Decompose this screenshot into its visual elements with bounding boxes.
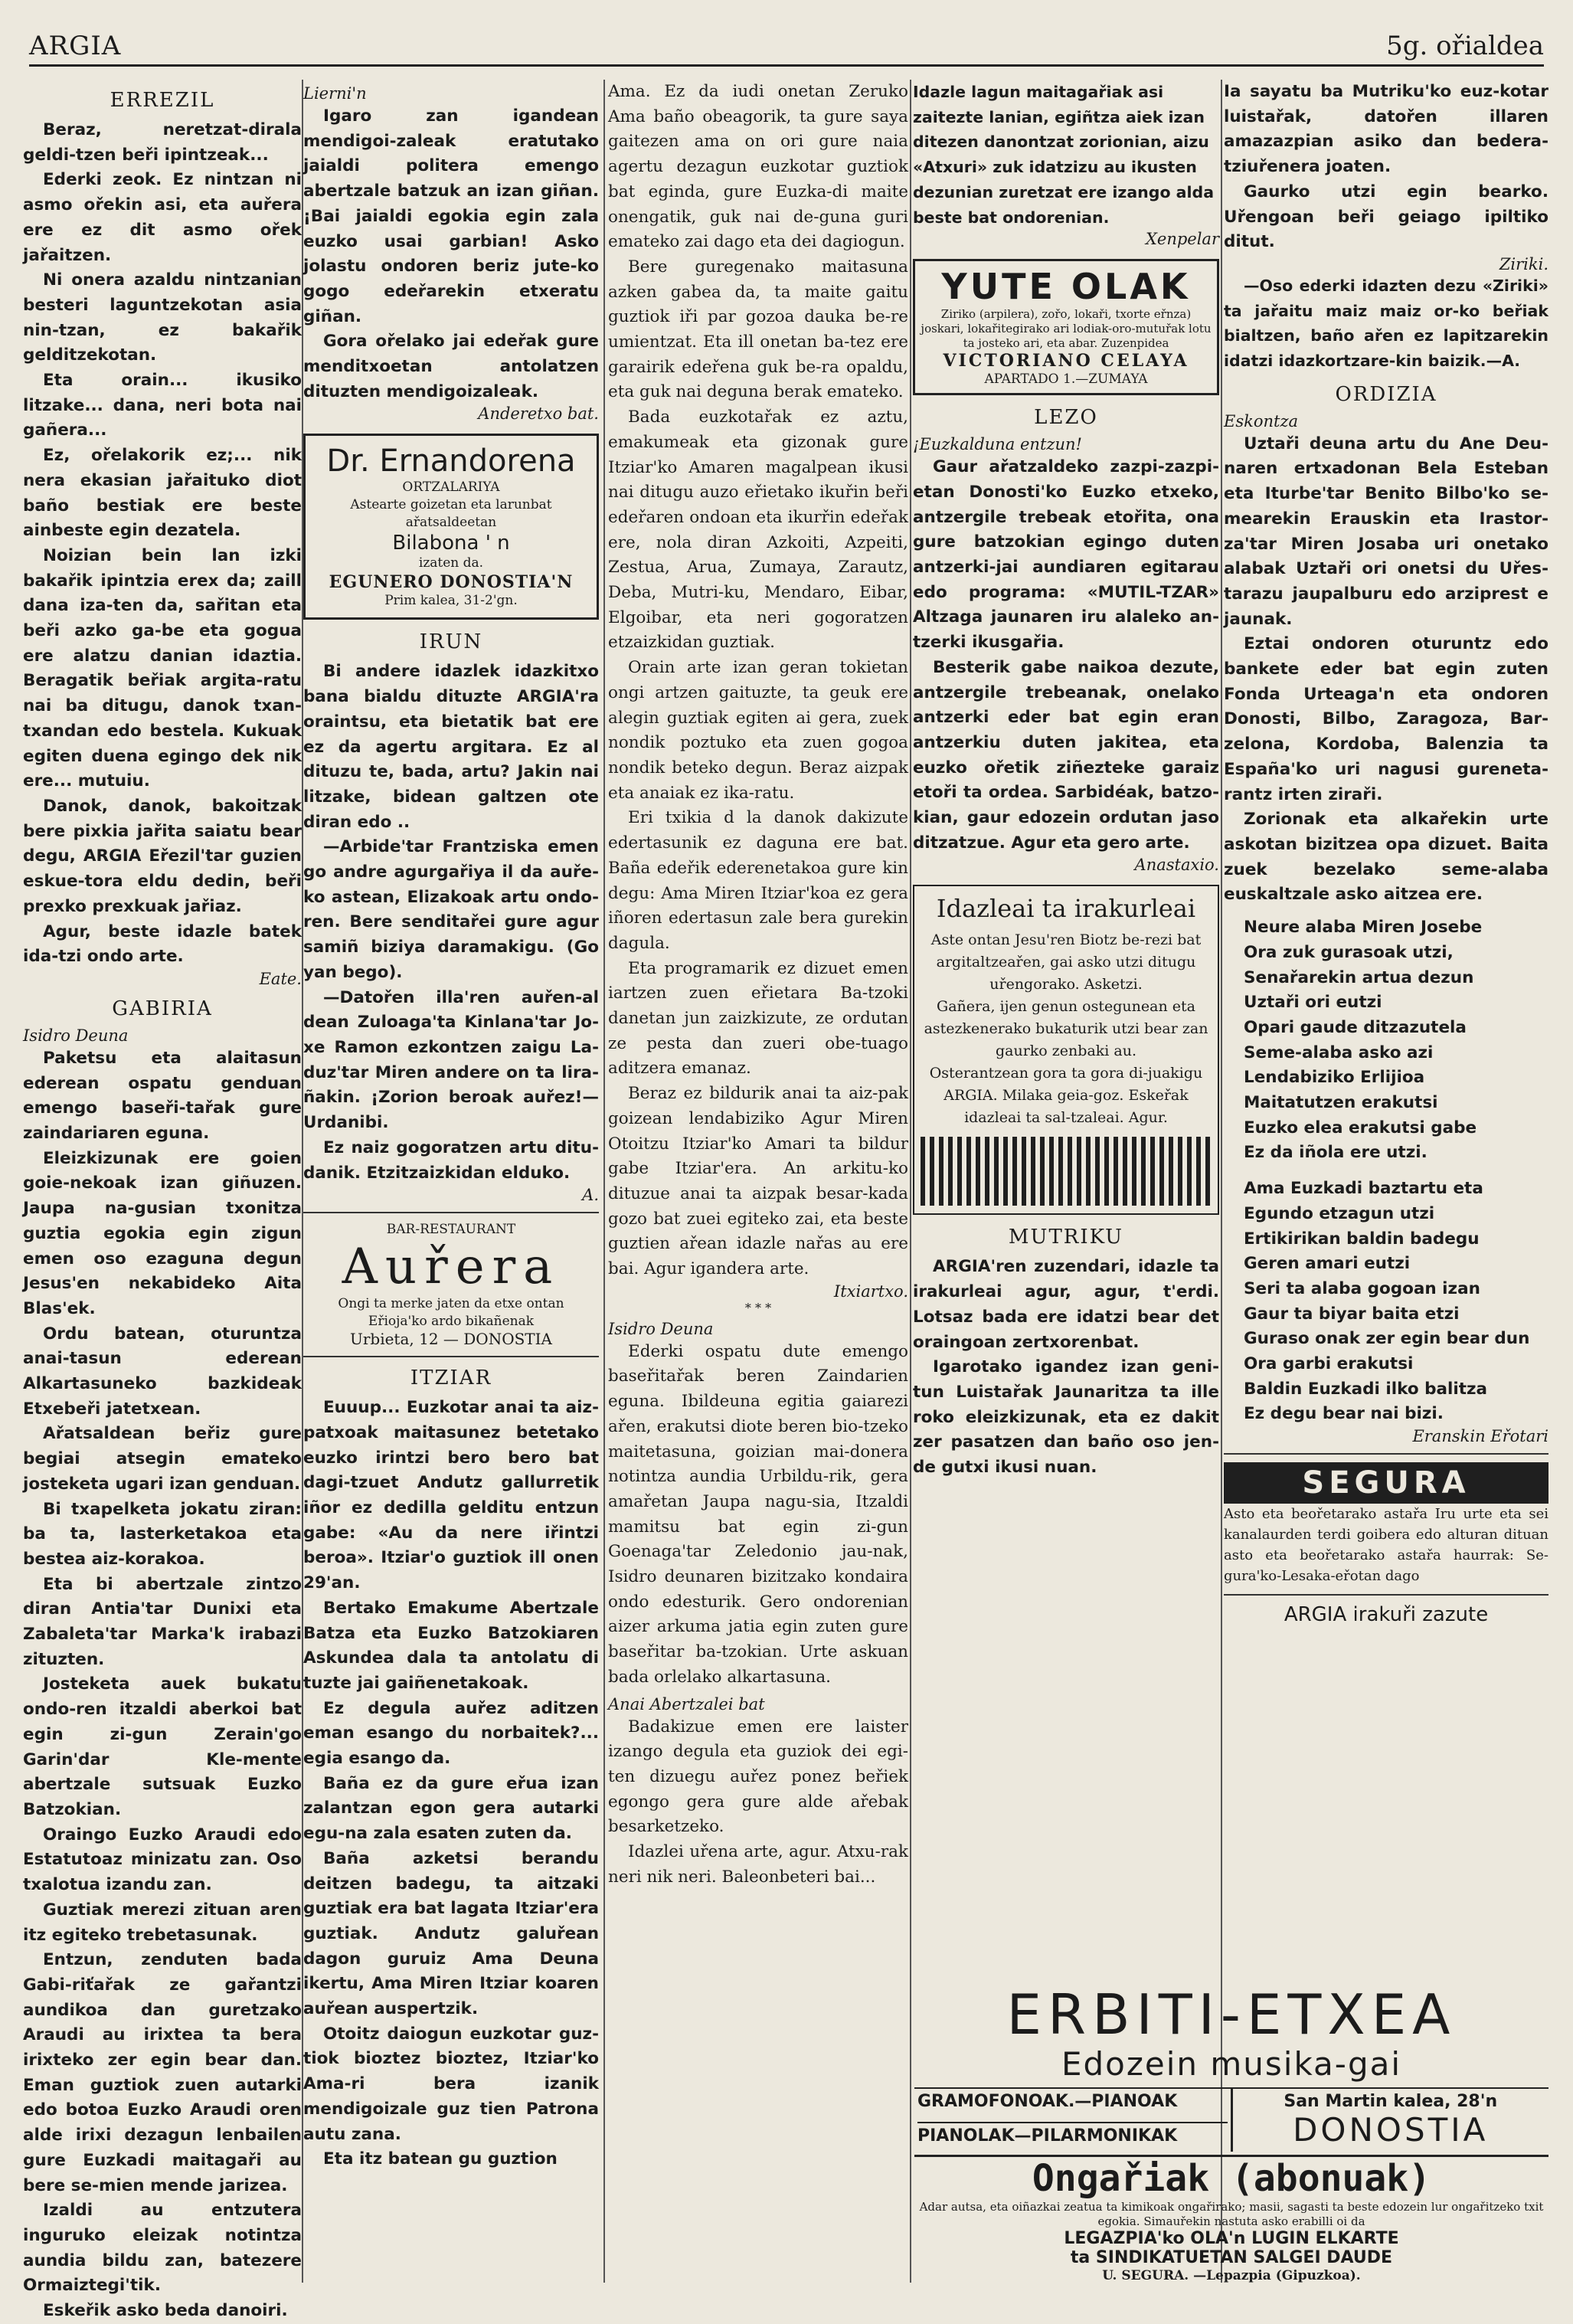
column-5 <box>1224 80 1548 1961</box>
column-4 <box>913 80 1219 2283</box>
paragraph: —Datořen illa'ren auřen-al dean Zuloaga'ta Kinlana'tar Jo-xe Ramon ezkontzen zaigu La-duz'tar Miren andere on ta lira-ñakin. ¡Zorion beroak auřez!—Urdanibi. <box>303 987 599 1133</box>
doctor-name: Dr. Ernandorena <box>326 444 576 480</box>
restaurant-name: Auřera <box>342 1239 561 1296</box>
advert-products: GRAMOFONOAK.—PIANOAK <box>917 2092 1178 2111</box>
advert-contact: U. SEGURA. —Lepazpia (Gipuzkoa). <box>1102 2268 1361 2283</box>
subheading: Eskontza <box>1224 411 1299 430</box>
signature: A. <box>582 1186 599 1205</box>
signature: Anastaxio. <box>1134 856 1219 875</box>
paragraph: Josteketa auek bukatu ondo-ren itzaldi aberkoi bat egin zi-gun Zerain'go Garin'dar Kle-mente abertzale sutsuak Euzko Batzokian. <box>23 1674 302 1819</box>
segura-advert-text: Asto eta beořetarako astařa Iru urte eta sei kanalaurden terdi goibera edo alturan dituan asto eta beořetarako astařa haurrak: Se-gura'ko-Lesaka-eřotan dago <box>1224 1506 1548 1585</box>
argia-slogan: ARGIA irakuři zazute <box>1284 1603 1489 1627</box>
advert-cell <box>914 2089 1233 2152</box>
poem-line: Ora zuk gurasoak utzi, <box>1244 942 1454 962</box>
paragraph: Orain arte izan geran tokietan ongi artzen gaituzte, ta geuk ere alegin guztiak egiten ai gera, zuek nondik poztuko eta zuen gogoa nondik beteko degun. Beraz aizpak eta anaiak ez ika-ratu. <box>608 658 908 803</box>
paragraph: Igarotako igandez izan geni-tun Luistařak Jaunaritza ta ille roko eleizkizunak, eta ez dakit zer pasatzen dan baño oso jen-de gutxi ikusi nuan. <box>913 1357 1219 1478</box>
subheading: Isidro Deuna <box>23 1026 129 1045</box>
signature: Eranskin Eřotari <box>1412 1427 1548 1446</box>
paragraph: Ez degula auřez aditzen eman esango du norbaitek?... egia esango da. <box>303 1698 599 1769</box>
restaurant-advert <box>303 1221 599 1348</box>
poem-line: Senařarekin artua dezun <box>1244 967 1474 987</box>
paragraph: ARGIA'ren zuzendari, idazle ta irakurleai agur, agur, t'erdi. Lotsaz bada ere idatzi bear det oraingoan zertxorenbat. <box>913 1257 1219 1352</box>
column-divider <box>603 80 605 2283</box>
poem-line: Ertikirikan baldin badegu <box>1244 1229 1480 1249</box>
notice-box <box>913 885 1219 1215</box>
column-2 <box>303 80 599 2283</box>
section-title-gabiria: GABIRIA <box>112 997 213 1020</box>
column-1 <box>23 80 302 2321</box>
paragraph: Ederki zeok. Ez nintzan ni asmo ořekin asi, eta auřera ere ez dit asmo ořek jařaitzen. <box>23 170 302 265</box>
page-header <box>29 31 1544 67</box>
advert-title: ERBITI-ETXEA <box>1006 1982 1457 2047</box>
section-title-lezo: LEZO <box>1034 406 1098 430</box>
page-number: 5g. ořialdea <box>1386 31 1544 61</box>
advert-products: PIANOLAK—PILARMONIKAK <box>917 2122 1228 2146</box>
doctor-address: Prim kalea, 31-2'gn. <box>384 593 518 609</box>
paragraph: Igaro zan igandean mendigoi-zaleak eratutako jaialdi politera emengo abertzale batzuk an izan giñan. ¡Bai jaialdi egokia egin zala euzko usai garbian! Asko jolastu ondoren beriz jute-ko gogo edeřarekin etxeratu giñan. <box>303 106 599 326</box>
doctor-town: Bilabona ' n <box>392 532 510 555</box>
advert-name: VICTORIANO CELAYA <box>943 351 1189 372</box>
poem-line: Seme-alaba asko azi <box>1244 1043 1434 1062</box>
paragraph: Bi txapelketa jokatu ziran: ba ta, lasterketakoa eta bestea aiz-korakoa. <box>23 1499 302 1569</box>
paragraph: Aste ontan Jesu'ren Biotz be-rezi bat argitaltzeařen, gai asko utzi ditugu uřengorako. Asketzi. <box>930 931 1202 993</box>
paragraph: Eskeřik asko beda danoiri. <box>43 2301 288 2321</box>
advert-cell <box>1233 2089 1549 2152</box>
paragraph: Eztai ondoren oturuntz edo bankete eder bat egin zuten Fonda Urteaga'n eta ondoren Donosti, Bilbo, Zaragoza, Bar-zelona, Kordoba, Balenzia ta España'ko uri nagusi gureneta-rantz irten ziraři. <box>1224 634 1548 804</box>
section-title-errezil: ERREZIL <box>110 89 215 112</box>
poem-line: Neure alaba Miren Josebe <box>1244 918 1483 938</box>
paragraph: Bada euzkotařak ez aztu, emakumeak eta gizonak gure Itziar'ko Amaren magalpean ikusi nai ditugu auzo eřietako ikuřin beři edeřaren ondoan eta ikurřin edeřak ere, nola diran Azkoiti, Azpeiti, Zestua, Arua, Zumaya, Zarautz, Deba, Mutri-ku, Mendaro, Eibar, Elgoibar, eta neri gogoratzen etzaizkidan guztiak. <box>608 408 908 653</box>
paragraph: Eleizkizunak ere goien goie-nekoak izan giñuzen. Jaupa na-gusian txonitza guztia egokia egin zigun emen oso ezaguna degun Jesus'en nekabideko Aita Blas'ek. <box>23 1148 302 1318</box>
erbiti-advert <box>914 1984 1548 2283</box>
paragraph: Eta itz batean gu guztion <box>323 2149 558 2169</box>
paragraph: Uztaři deuna artu du Ane Deu-naren ertxadonan Bela Esteban eta Iturbe'tar Benito Bilbo'ko se-mearekin Erauskin eta Irastor-za'tar Miren Josaba uri onetako alabak Uztaři ori onetsi du Uřes-tarazu jaupalburu edo arziprest e jaunak. <box>1224 434 1548 629</box>
paragraph: Agur, beste idazle batek ida-tzi ondo arte. <box>23 921 302 967</box>
paragraph: Ordu batean, oturuntza anai-tasun ederean Alkartasuneko bazkideak Etxebeři jatetxean. <box>23 1324 302 1419</box>
paragraph: —Oso ederki idazten dezu «Ziriki» ta jařaitu maiz maiz or-ko beřiak bialtzen, baño ařen ez lapitzarekin idatzi idazkortzare-kin baizik.—A. <box>1224 276 1548 371</box>
doctor-daily: EGUNERO DONOSTIA'N <box>329 572 574 593</box>
subheading: ¡Euzkalduna entzun! <box>913 435 1082 454</box>
poem-line: Uztaři ori eutzi <box>1244 993 1382 1013</box>
subheading: Anai Abertzalei bat <box>608 1694 765 1714</box>
paragraph: Baña ez da gure eřua izan zalantzan egon gera autarki egu-na zala esaten zuten da. <box>303 1773 599 1844</box>
poem-line: Euzko elea erakutsi gabe <box>1244 1118 1477 1137</box>
advert-line: ta SINDIKATUETAN SALGEI DAUDE <box>1070 2248 1393 2267</box>
paragraph: Danok, danok, bakoitzak bere pixkia jařita saiatu bear degu, ARGIA Eřezil'tar guzien eskue-tora eldu dedin, beři prexko prexkuak jařiaz. <box>23 796 302 916</box>
poem-line: Baldin Euzkadi ilko balitza <box>1244 1379 1488 1399</box>
paragraph: Idazle lagun maitagařiak asi zaitezte lanian, egiñtza aiek izan ditezen danontzat zorionian, aizu «Atxuri» zuk idatzizu au ikusten dezunian zuretzat ere izango alda beste bat ondorenian. <box>913 83 1215 227</box>
paragraph: Gañera, ijen genun ostegunean eta astezkenerako bukaturik utzi bear zan gaurko zenbaki au. <box>924 998 1208 1060</box>
poem-line: Seri ta alaba gogoan izan <box>1244 1278 1480 1298</box>
paragraph: Ez, ořelakorik ez;... nik nera ekasian jařaituko diot baño bestiak ere beste ainbeste egin dezatela. <box>23 446 302 541</box>
paragraph: Beraz, neretzat-dirala geldi-tzen beři ipintzeak... <box>23 120 302 165</box>
newspaper-title: ARGIA <box>29 31 122 61</box>
paragraph: Badakizue emen ere laister izango degula eta guziok dei egi-ten dizuegu auřez ponez beřiek egongo gera gure alde ařebak besarketzeko. <box>608 1717 908 1837</box>
doctor-advert <box>303 434 599 620</box>
column-3 <box>608 80 908 2283</box>
poem-line: Opari gaude ditzazutela <box>1244 1017 1467 1037</box>
paragraph: Otoitz daiogun euzkotar guz-tiok bioztez bioztez, Itziar'ko Ama-ri bera izanik mendigoizale guz tien Patrona autu zana. <box>303 2024 599 2144</box>
poem-line: Guraso onak zer egin bear dun <box>1244 1329 1530 1349</box>
paragraph: Entzun, zenduten bada Gabi-riťařak ze gařantzi aundikoa dan guretzako Araudi au irixtea ta bera irixteko zer egin bear dan. Eman guztiok zuen autarki edo botoa Euzko Araudi oren alde irixi dezagun lenbailen gure Euzkadi maitagaři au bere se-mien mende jarizea. <box>23 1950 302 2195</box>
paragraph: Ia sayatu ba Mutriku'ko euz-kotar luistařak, datořen illaren amazazpian asiko dan bedera-tziuřenera joaten. <box>1224 82 1548 177</box>
paragraph: Izaldi au entzutera inguruko eleizak notintza aundia bildu zan, batezere Ormaiztegi'tik. <box>23 2201 302 2296</box>
column-divider <box>910 80 911 2283</box>
paragraph: Gaur ařatzaldeko zazpi-zazpi-etan Donosti'ko Euzko etxeko, antzergile trebeak etořita, ona gure batzokian egingo duten antzerki-jai aundiaren egitarau edo programa: «MUTIL-TZAR» Altzaga jaunaren iru alaleko an-tzerki ikusgařia. <box>913 457 1219 653</box>
paragraph: Osterantzean gora ta gora di-juakigu ARGIA. Milaka geia-goz. Eskeřak idazleai ta sal-tzaleai. Agur. <box>929 1065 1203 1127</box>
paragraph: Bertako Emakume Abertzale Batza eta Euzko Batzokiaren Askundea dala ta antolatu di tuzte jai gaiñenetakoak. <box>303 1598 599 1693</box>
poem-line: Lendabiziko Erlijioa <box>1244 1068 1425 1088</box>
paragraph: Ez naiz gogoratzen artu ditu-danik. Etzitzaizkidan elduko. <box>303 1137 599 1183</box>
subheading: Lierni'n <box>303 84 367 103</box>
paragraph: Eta programarik ez dizuet emen iartzen zuen eřietara Ba-tzoki danetan jun zaizkizute, ze ordutan ze pesta dan zueri obe-tuago aditzera emanaz. <box>608 958 908 1079</box>
doctor-hours: Astearte goizetan eta larunbat ařatsaldeetan <box>350 497 552 531</box>
advert-subtitle: Ongařiak (abonuak) <box>914 2155 1548 2200</box>
paragraph: Paketsu eta alaitasun ederean ospatu genduan emengo baseři-tařak gure zaindariaren eguna. <box>23 1048 302 1144</box>
section-title-mutriku: MUTRIKU <box>1008 1226 1124 1249</box>
paragraph: Eta orain... ikusiko litzake... dana, neri bota nai gañera... <box>23 371 302 440</box>
poem-line: Geren amari eutzi <box>1244 1254 1411 1274</box>
column-divider <box>1221 80 1222 2283</box>
section-title-itziar: ITZIAR <box>410 1367 492 1390</box>
yute-advert <box>913 259 1219 395</box>
poem <box>1224 915 1548 1427</box>
paragraph: Gora ořelako jai edeřak gure menditxoetan antolatzen dituzten mendigoizaleak. <box>303 332 599 401</box>
advert-address: San Martin kalea, 28'n <box>1284 2092 1498 2111</box>
paragraph: Ni onera azaldu nintzanian besteri laguntzekotan asia nin-tzan, ez bakařik gelditzekotan. <box>23 270 302 365</box>
section-title-ordizia: ORDIZIA <box>1335 382 1437 406</box>
signature: Eate. <box>259 969 302 988</box>
paragraph: Baña azketsi berandu deitzen badegu, ta aitzaki guztiak era bat lagata Itziar'era guztiak. Andutz galuřean dagon guruiz Ama Deuna ikertu, Ama Miren Itziar koaren auřean auspertzik. <box>303 1848 599 2019</box>
poem-line: Ez da iñola ere utzi. <box>1244 1143 1427 1163</box>
doctor-hours-end: izaten da. <box>418 555 484 571</box>
advert-table <box>914 2087 1548 2152</box>
advert-city: DONOSTIA <box>1293 2111 1489 2149</box>
segura-advert-title: SEGURA <box>1224 1462 1548 1504</box>
advert-description: Adar autsa, eta oiñazkai zeatua ta kimikoak ongařirako; masii, sagasti ta beste edozein lur ongařitzeko txit egokia. Simauřekin nastuta asko erabilli oi da <box>919 2200 1544 2228</box>
poem-line: Maitatutzen erakutsi <box>1244 1093 1438 1113</box>
paragraph: Bi andere idazlek idazkitxo bana bialdu dituzte ARGIA'ra oraintsu, eta bietatik bat ere ez da agertu argitara. Ez al dituzu te, bada, artu? Jakin nai litzake, bidean galtzen ote diran edo .. <box>303 662 599 832</box>
advert-text: Ziriko (arpilera), zořo, lokaři, txorte eřnza) joskari, lokařitegirako ari lodiak-oro-mutuřak lotu ta josteko ari, eta abar. Zuzenpidea <box>921 307 1212 351</box>
paragraph: Besterik gabe naikoa dezute, antzergile trebeanak, onelako antzerki eder bat egin eran antzerkiu duten jakitea, eta euzko ořetik ziñezteke garaiz etoři ta ordea. Sarbidéak, batzo-kian, gaur edozein ordutan jaso ditzatzue. Agur eta gero arte. <box>913 657 1219 853</box>
doctor-title: ORTZALARIYA <box>402 480 500 496</box>
poem-line: Egundo etzagun utzi <box>1244 1203 1435 1223</box>
paragraph: Ařatsaldean beřiz gure begiai atsegin emateko josteketa ugari izan genduan. <box>23 1424 302 1494</box>
subheading: Isidro Deuna <box>608 1319 714 1338</box>
advert-address: APARTADO 1.—ZUMAYA <box>984 372 1148 388</box>
paragraph: Zorionak eta alkařekin urte askotan bizitzea opa dizuet. Baita zuek bezelako seme-alaba euskaltzale asko aitzea ere. <box>1224 810 1548 905</box>
signature: Itxiartxo. <box>833 1281 908 1301</box>
paragraph: Beraz ez bildurik anai ta aiz-pak goizean lendabiziko Agur Miren Otoitzu Itziar'ko Amari ta bildur gabe Itziar'era. An arkitu-ko dituzue anai ta aizpak besar-kada gozo bat zuei egiteko zai, eta beste guztien ařean idazle nařas au ere bai. Agur igandera arte. <box>608 1084 908 1279</box>
paragraph: Eta bi abertzale zintzo diran Antia'tar Dunixi eta Zabaleta'tar Marka'k irabazi zituzten. <box>23 1574 302 1669</box>
poem-line: Ama Euzkadi baztartu eta <box>1244 1179 1483 1199</box>
restaurant-line: Ongi ta merke jaten da etxe ontan <box>338 1296 564 1312</box>
restaurant-address: Urbieta, 12 — DONOSTIA <box>349 1330 552 1349</box>
paragraph: Ederki ospatu dute emengo baseřitařak beren Zaindarien eguna. Ibildeuna egitia gaiarezi ařen, erakutsi diote beren bio-tzeko maitetasuna, goizian mai-donera notintza aundia Urbildu-rik, gera amařetan Jaupa nagu-sia, Itzaldi mamitsu bat egin zi-gun Goenaga'tar Zeledonio jau-nak, Isidro deunaren bizitzako kondaira ondo edesturik. Gero ondorenian aizer arkuma jatia egin zuten gure baseřitar ba-tzokian. Urte askuan bada orlelako alkartasuna. <box>608 1341 908 1687</box>
paragraph: —Arbide'tar Frantziska emen go andre agurgařiya il da auře-ko astean, Elizakoak artu ondo-ren. Bere senditařei gure agur samiñ biziya daramakigu. (Go yan bego). <box>303 837 599 982</box>
paragraph: Idazlei uřena arte, agur. Atxu-rak neri nik neri. Baleonbeteri bai... <box>608 1842 908 1887</box>
restaurant-line: Eřioja'ko ardo bikañenak <box>368 1314 535 1330</box>
signature: Xenpelar <box>1145 230 1219 249</box>
poem-line: Ora garbi erakutsi <box>1244 1354 1414 1374</box>
paragraph: Bere guregenako maitasuna azken gabea da, ta maite gaitu guztiok iři par gozoa dauka be-re umientzat. Eta ill onetan ba-tez ere garairik edeřena guk be-ra opaldu, eta guk nai deguna berak emateko. <box>608 257 908 402</box>
paragraph: Guztiak merezi zituan aren itz egiteko trebetasunak. <box>23 1900 302 1945</box>
paragraph: Gaurko utzi egin bearko. Uřengoan beři geiago ipiltiko ditut. <box>1224 182 1548 252</box>
advert-tagline: Edozein musika-gai <box>1061 2045 1402 2083</box>
paragraph: Ama. Ez da iudi onetan Zeruko Ama baño obeagorik, ta gure saya gaitezen ama on ori gure naia agertu dezagun euzkotar guztiok bat eginda, gure Euzka-di maite onengatik, guk nai de-guna guri emateko zai dago eta dei dagiogun. <box>608 82 908 252</box>
signature: Ziriki. <box>1499 254 1548 273</box>
separator-stars: * * * <box>744 1300 772 1315</box>
paragraph: Eri txikia d la danok dakizute edertasunik ez daguna ere bat. Baña edeřik ederenetakoa gure kin degu: Ama Miren Itziar'koa ez gera iñoren edertasun zale bera gurekin dagula. <box>608 808 908 953</box>
paragraph: Oraingo Euzko Araudi edo Estatutoaz minizatu zan. Oso txalotua izandu zan. <box>23 1825 302 1895</box>
section-title-irun: IRUN <box>419 630 483 654</box>
poem-line: Gaur ta biyar baita etzi <box>1244 1304 1460 1324</box>
advert-line: LEGAZPIA'ko OLA'n LUGIN ELKARTE <box>1064 2229 1399 2248</box>
paragraph: Euuup... Euzkotar anai ta aiz-patxoak maitasunez betetako euzko irintzi bero bero bat dagi-tzuet Andutz gallurretik iñor ez dedilla gelditu entzun gabe: «Au da nere iřintzi beroa». Itziar'o guztiok ill onen 29'an. <box>303 1398 599 1593</box>
paragraph: Noizian bein lan izki bakařik ipintzia erex da; zaill dana iza-ten da, sařitan eta beři azko ga-be eta gogua ere alatzu danian idaztia. Beragatik beřiak argita-ratu nai ba ditugu, danok txan-txandan edo bestela. Kukuak egiten duena egingo dek nik ere... mutuiu. <box>23 545 302 791</box>
advert-title: YUTE OLAK <box>941 266 1191 308</box>
decorative-band <box>921 1137 1212 1206</box>
signature: Anderetxo bat. <box>478 404 599 424</box>
poem-line: Ez degu bear nai bizi. <box>1244 1404 1444 1424</box>
restaurant-type: BAR-RESTAURANT <box>386 1222 516 1238</box>
notice-title: Idazleai ta irakurleai <box>936 894 1196 924</box>
